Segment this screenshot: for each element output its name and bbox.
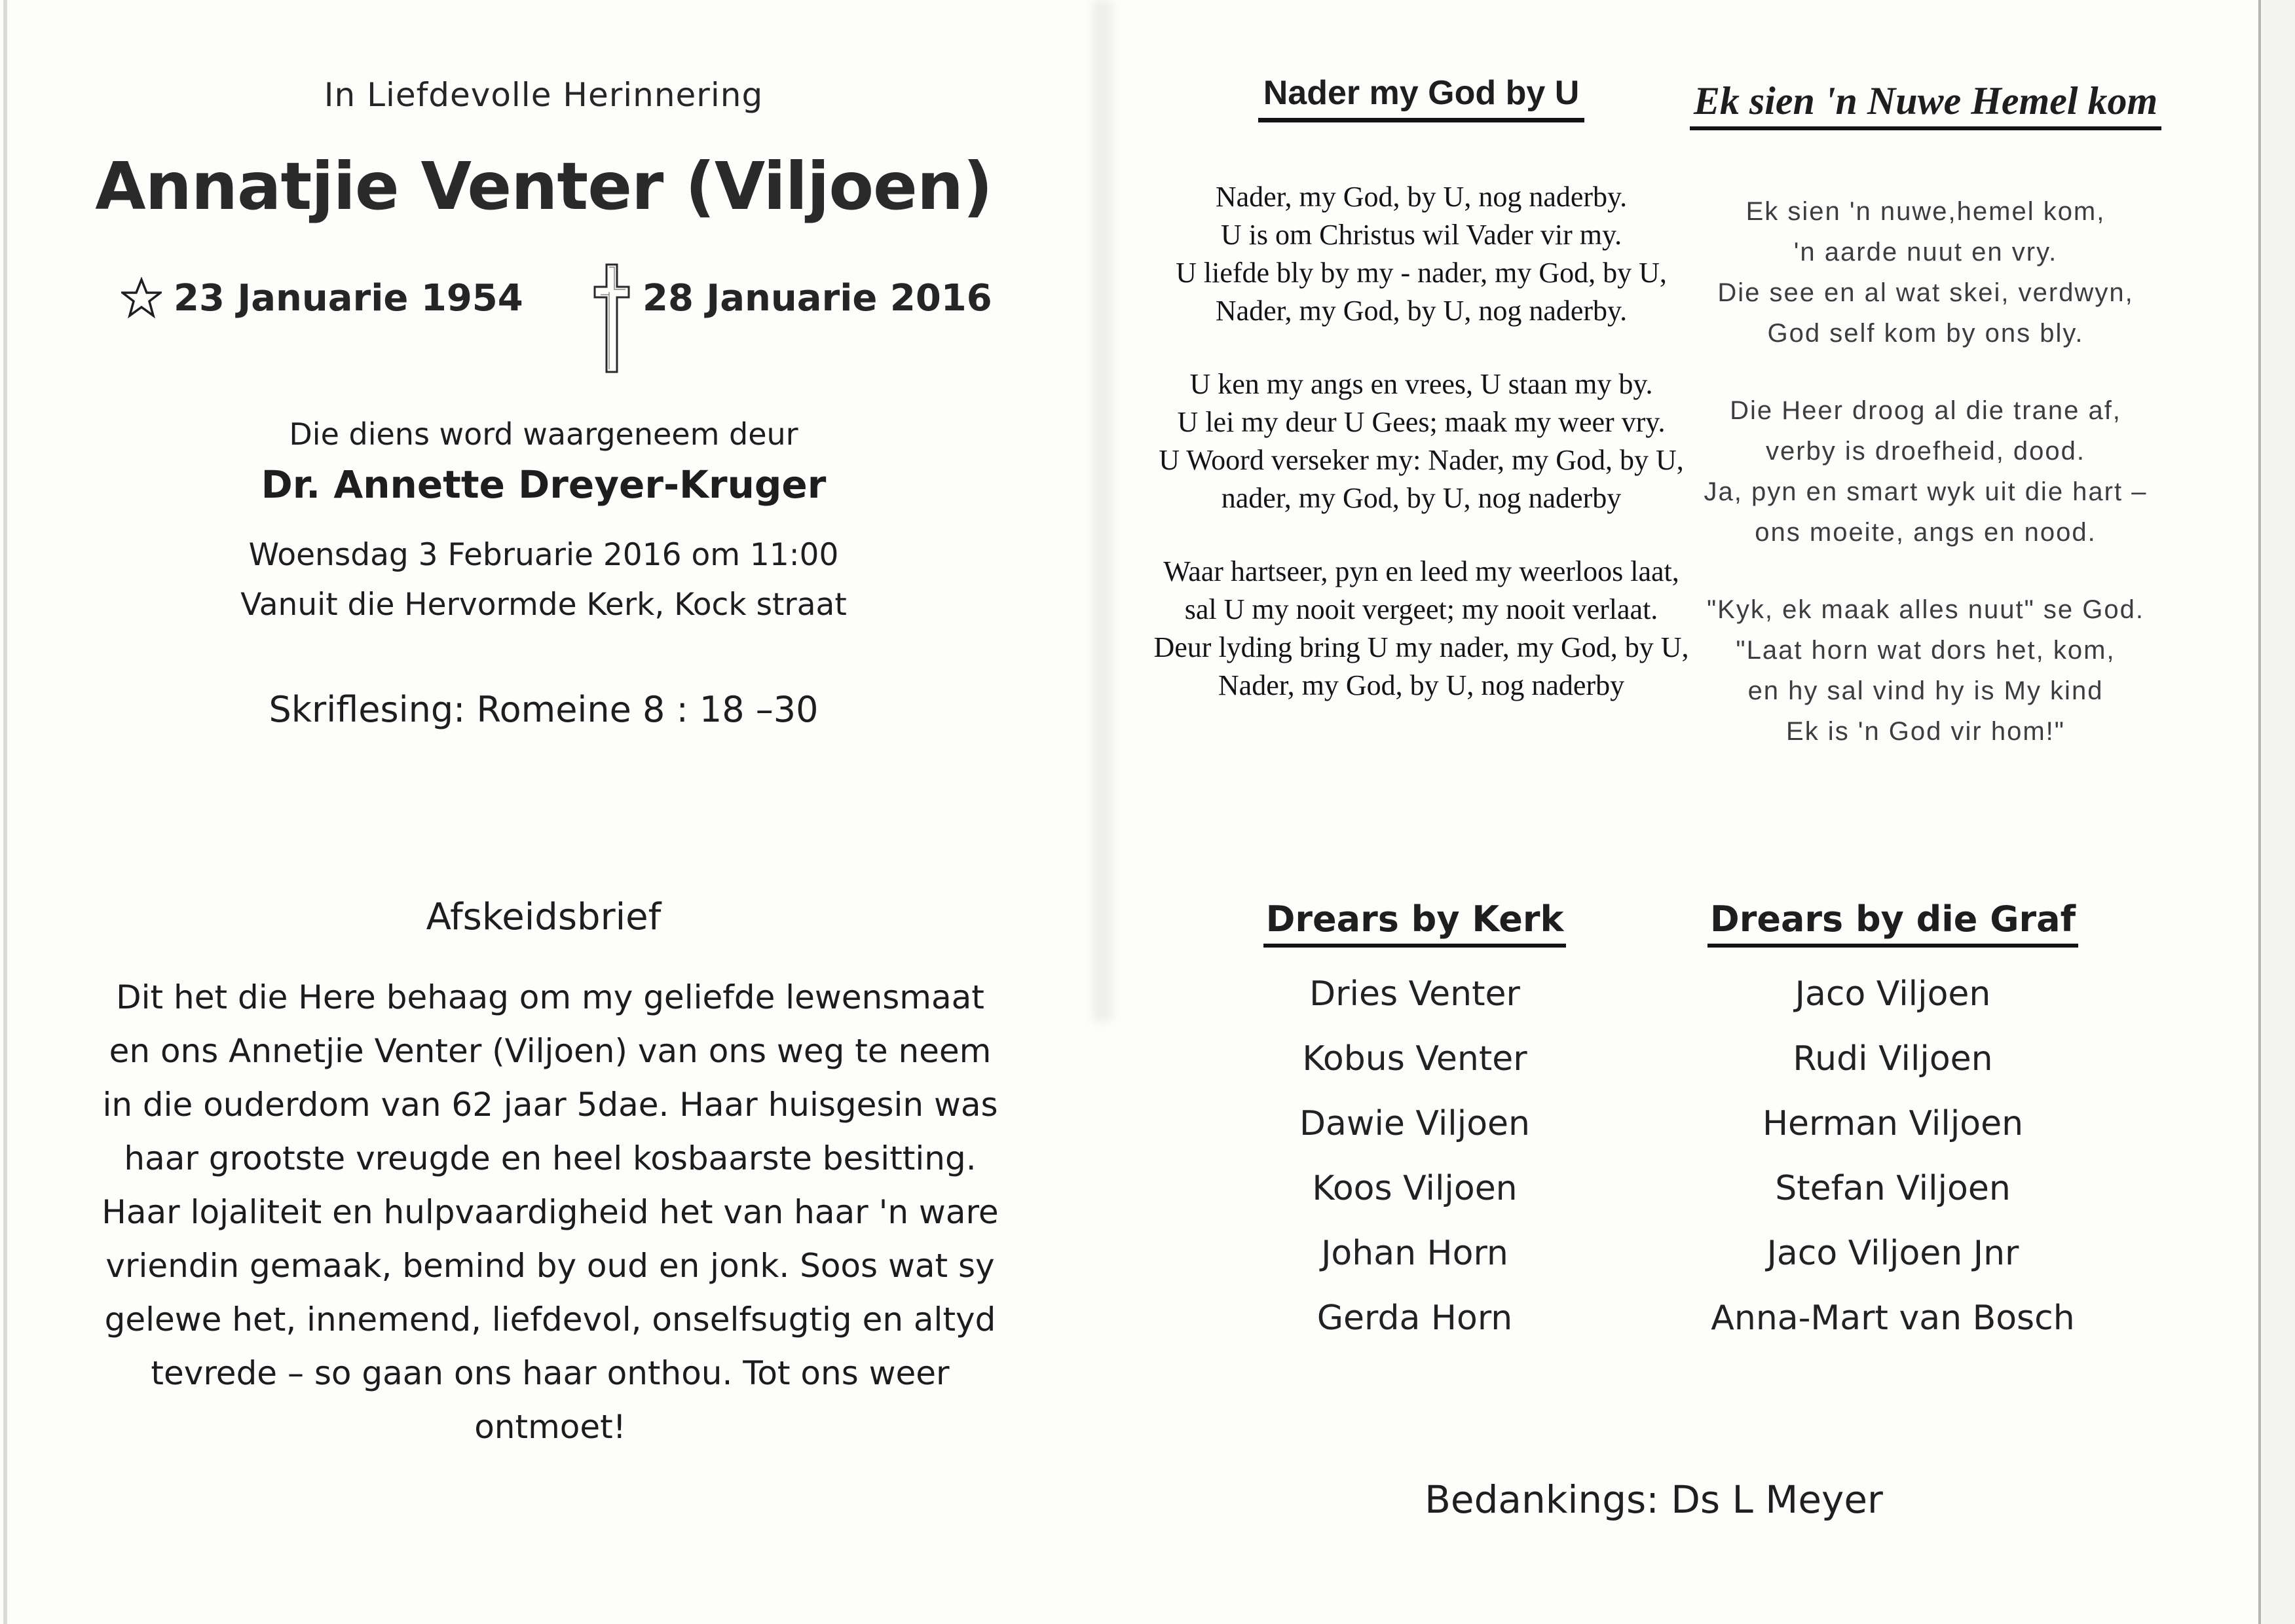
hymn-line: U liefde bly by my - nader, my God, by U, [1176,257,1667,289]
farewell-line: gelewe het, innemend, liefdevol, onselfsugtig en altyd [104,1301,996,1338]
bearers-grave-heading-text: Drears by die Graf [1707,898,2078,948]
hymn-line: sal U my nooit vergeet; my nooit verlaat. [1184,593,1658,625]
bearer-name: Rudi Viljoen [1793,1039,1993,1079]
deceased-name: Annatjie Venter (Viljoen) [95,148,992,225]
hymn-verse [1677,390,2174,553]
farewell-line: ontmoet! [474,1408,626,1446]
left-edge-shadow [3,0,7,1624]
star-outline-icon [121,277,162,319]
farewell-line: Haar lojaliteit en hulpvaardigheid het van haar 'n ware [102,1193,999,1231]
hymn-line: Nader, my God, by U, nog naderby. [1215,295,1628,327]
hymn-verse [1140,178,1703,330]
hymn-line: U lei my deur U Gees; maak my weer vry. [1177,406,1666,438]
hymn1-title-text: Nader my God by U [1258,73,1585,122]
bearer-name: Gerda Horn [1316,1299,1513,1338]
farewell-heading: Afskeidsbrief [426,896,662,938]
farewell-line: haar grootste vreugde en heel kosbaarste besitting. [124,1139,977,1177]
hymn-line: en hy sal vind hy is My kind [1747,676,2104,705]
hymn-verse [1140,553,1703,705]
bearer-name: Johan Horn [1321,1234,1508,1273]
hymn-line: Nader, my God, by U, nog naderby. [1215,181,1628,213]
hymn-line: Deur lyding bring U my nader, my God, by U, [1153,631,1689,663]
service-venue: Vanuit die Hervormde Kerk, Kock straat [240,587,847,623]
hymn-line: "Kyk, ek maak alles nuut" se God. [1706,595,2144,624]
hymn2-title [1677,79,2174,130]
page-edge-line [2258,0,2261,1624]
hymn-line: U is om Christus wil Vader vir my. [1220,219,1622,251]
farewell-line: Dit het die Here behaag om my geliefde lewensmaat [116,978,984,1016]
hymn1-verses [1140,178,1703,740]
farewell-paragraph [20,970,1081,1454]
thanks-line: Bedankings: Ds L Meyer [1425,1477,1883,1522]
hymn-line: Die see en al wat skei, verdwyn, [1717,278,2134,307]
memorial-header: In Liefdevolle Herinnering [324,76,764,114]
farewell-line: en ons Annetjie Venter (Viljoen) van ons weg te neem [109,1032,992,1070]
service-intro: Die diens word waargeneem deur [289,416,798,452]
bearers-church-heading-text: Drears by Kerk [1263,898,1567,948]
hymn-line: nader, my God, by U, nog naderby [1221,482,1622,514]
bearer-name: Jaco Viljoen [1795,974,1991,1014]
bearers-grave-list [1664,976,2122,1365]
hymn-line: Ja, pyn en smart wyk uit die hart – [1704,477,2148,506]
birth-date-group [121,262,523,334]
farewell-line: in die ouderdom van 62 jaar 5dae. Haar huisgesin was [102,1086,998,1124]
bearers-church-list [1185,976,1644,1365]
farewell-line: tevrede – so gaan ons haar onthou. Tot ons weer [151,1354,950,1392]
hymn-line: U Woord verseker my: Nader, my God, by U, [1159,444,1684,476]
center-fold-crease [1092,0,1112,1022]
minister-name: Dr. Annette Dreyer-Kruger [261,462,827,507]
bearer-name: Koos Viljoen [1312,1169,1518,1208]
bearers-grave-heading [1664,898,2122,948]
service-datetime: Woensdag 3 Februarie 2016 om 11:00 [248,537,839,573]
hymn-line: Ek sien 'n nuwe,hemel kom, [1745,197,2106,226]
bearer-name: Dawie Viljoen [1299,1104,1530,1143]
bearer-name: Anna-Mart van Bosch [1711,1299,2075,1338]
hymn-line: God self kom by ons bly. [1767,319,2084,348]
hymn-verse [1677,589,2174,752]
bearers-church-heading [1185,898,1644,948]
right-margin-area [2261,0,2295,1624]
bearer-name: Stefan Viljoen [1775,1169,2011,1208]
hymn-line: U ken my angs en vrees, U staan my by. [1189,368,1653,400]
hymn-line: verby is droefheid, dood. [1765,437,2086,466]
hymn-line: Nader, my God, by U, nog naderby [1218,669,1625,701]
hymn-line: "Laat horn wat dors het, kom, [1736,636,2116,665]
death-date: 28 Januarie 2016 [643,276,992,320]
hymn2-verses [1677,191,2174,788]
scripture-reading: Skriflesing: Romeine 8 : 18 –30 [269,689,819,730]
cross-icon [593,263,631,374]
bearer-name: Jaco Viljoen Jnr [1766,1234,2019,1273]
hymn-verse [1677,191,2174,354]
hymn-line: Die Heer droog al die trane af, [1730,396,2121,425]
bearer-name: Herman Viljoen [1762,1104,2024,1143]
hymn-line: 'n aarde nuut en vry. [1793,238,2058,267]
hymn2-title-text: Ek sien 'n Nuwe Hemel kom [1690,79,2161,130]
death-date-group [593,262,992,334]
bearer-name: Kobus Venter [1302,1039,1527,1079]
farewell-line: vriendin gemaak, bemind by oud en jonk. Soos wat sy [105,1247,995,1285]
hymn-verse [1140,365,1703,517]
hymn-line: ons moeite, angs en nood. [1755,518,2097,547]
birth-date: 23 Januarie 1954 [174,276,523,320]
bearer-name: Dries Venter [1309,974,1520,1014]
hymn-line: Ek is 'n God vir hom!" [1786,717,2065,746]
hymn-line: Waar hartseer, pyn en leed my weerloos laat, [1163,555,1679,587]
hymn1-title [1140,73,1703,122]
